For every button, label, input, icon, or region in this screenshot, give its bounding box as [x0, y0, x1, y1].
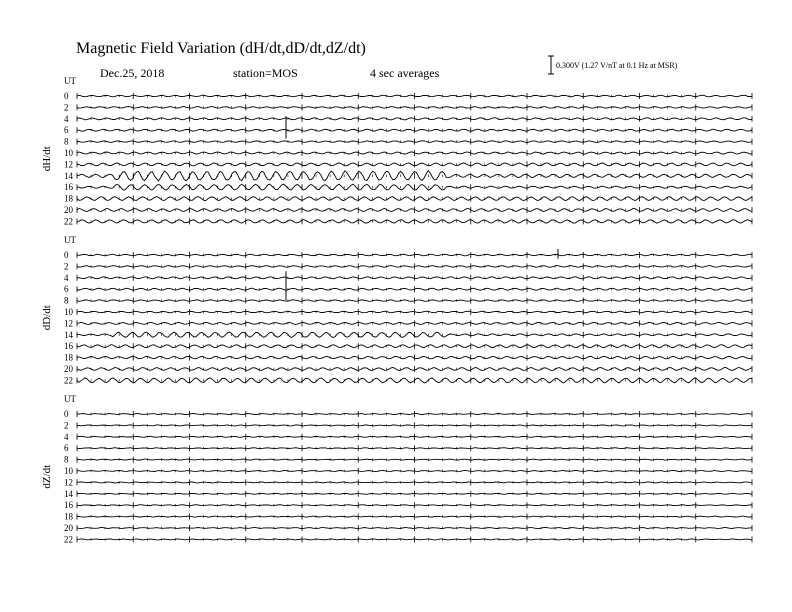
averaging-label: 4 sec averages: [370, 66, 440, 80]
panel-dd-dt: [41, 235, 752, 385]
row-label: 20: [64, 364, 73, 374]
row-label: 2: [64, 420, 69, 431]
row-label: 18: [64, 193, 73, 204]
row-label: 10: [64, 148, 73, 158]
panels: [41, 76, 752, 544]
row-label: 8: [64, 295, 69, 306]
row-label: 16: [64, 182, 73, 193]
row-label: 16: [64, 500, 73, 511]
row-label: 18: [64, 352, 73, 363]
ut-label: UT: [64, 394, 76, 404]
row-label: 4: [64, 431, 69, 442]
date-label: Dec.25, 2018: [100, 66, 165, 80]
row-label: 6: [64, 125, 69, 136]
row-label: 10: [64, 307, 73, 317]
scale-bar: [548, 56, 554, 74]
row-label: 14: [64, 170, 73, 181]
row-label: 14: [64, 329, 73, 340]
row-label: 4: [64, 272, 69, 283]
row-label: 0: [64, 250, 69, 260]
row-label: 16: [64, 341, 73, 352]
scale-label: 0.300V (1.27 V/nT at 0.1 Hz at MSR): [556, 61, 678, 70]
row-label: 10: [64, 466, 73, 476]
row-label: 12: [64, 159, 73, 170]
row-label: 8: [64, 136, 69, 147]
row-label: 20: [64, 205, 73, 215]
row-label: 14: [64, 488, 73, 499]
row-label: 6: [64, 443, 69, 454]
chart-title: Magnetic Field Variation (dH/dt,dD/dt,dZ/dt): [76, 40, 366, 57]
row-label: 0: [64, 91, 69, 101]
row-label: 2: [64, 102, 69, 113]
row-label: 12: [64, 477, 73, 488]
row-label: 22: [64, 534, 73, 545]
row-label: 18: [64, 511, 73, 522]
panel-dh-dt: [41, 76, 752, 226]
row-label: 20: [64, 523, 73, 533]
row-label: 2: [64, 261, 69, 272]
panel-label: dZ/dt: [41, 464, 53, 489]
row-label: 12: [64, 318, 73, 329]
row-label: 6: [64, 284, 69, 295]
row-label: 22: [64, 375, 73, 386]
panel-label: dD/dt: [41, 305, 53, 331]
ut-label: UT: [64, 235, 76, 245]
station-label: station=MOS: [233, 66, 298, 80]
row-label: 22: [64, 216, 73, 227]
panel-dz-dt: [41, 394, 752, 544]
panel-label: dH/dt: [41, 146, 53, 172]
row-label: 8: [64, 454, 69, 465]
row-label: 0: [64, 409, 69, 419]
row-label: 4: [64, 113, 69, 124]
ut-label: UT: [64, 76, 76, 86]
